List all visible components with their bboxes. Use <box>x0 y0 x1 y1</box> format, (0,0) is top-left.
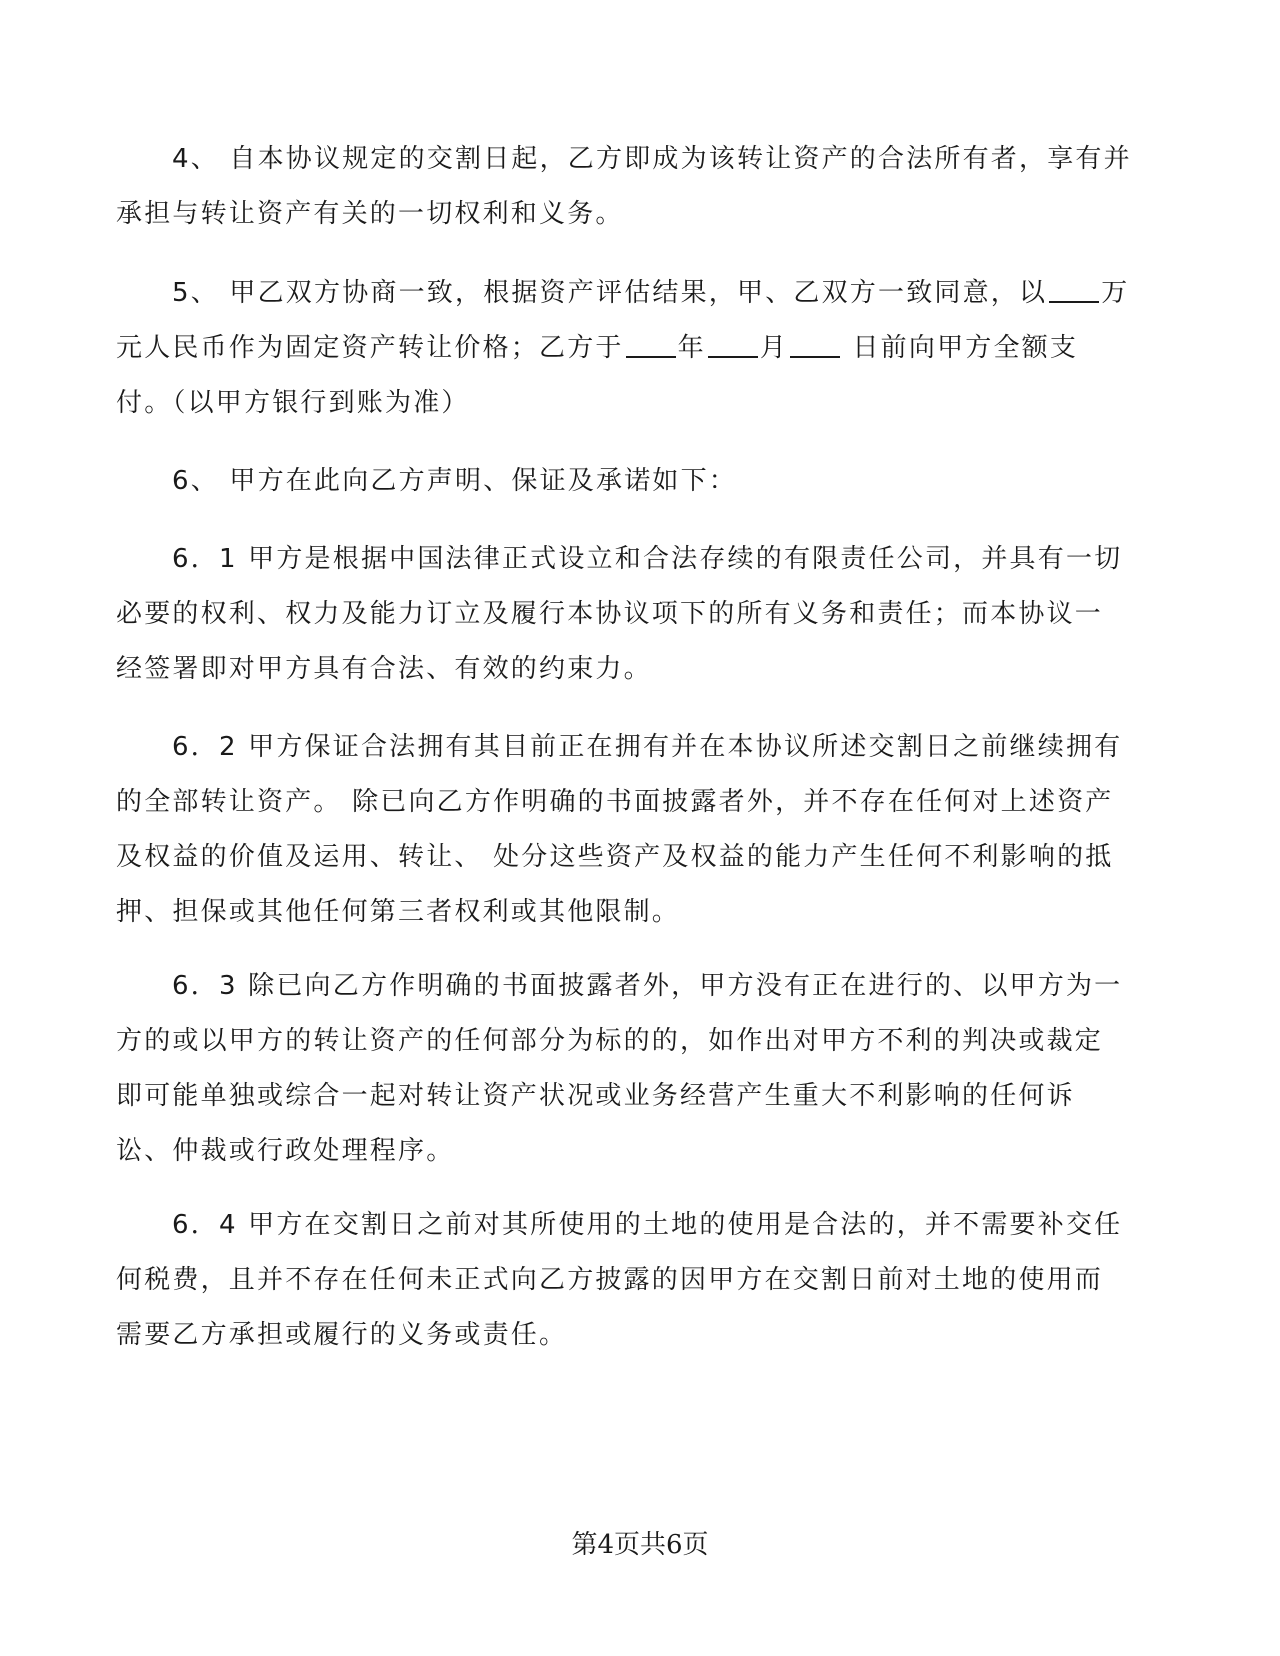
paragraph-4 <box>116 132 1146 242</box>
text-segment: 万 <box>1101 278 1130 308</box>
paragraph-6-2 <box>116 720 1146 940</box>
fill-in-blank <box>1049 275 1099 303</box>
text-segment: 元人民币作为固定资产转让价格；乙方于 <box>116 333 624 363</box>
paragraph-line: 讼、仲裁或行政处理程序。 <box>116 1136 455 1166</box>
paragraph-line <box>116 266 1146 321</box>
paragraph-line: 6．2 甲方保证合法拥有其目前正在拥有并在本协议所述交割日之前继续拥有 <box>172 732 1123 762</box>
text-segment: 日前向甲方全额支 <box>842 333 1079 363</box>
paragraph-line: 押、担保或其他任何第三者权利或其他限制。 <box>116 897 681 927</box>
paragraph-line: 的全部转让资产。 除已向乙方作明确的书面披露者外，并不存在任何对上述资产 <box>116 787 1114 817</box>
paragraph-line: 何税费，且并不存在任何未正式向乙方披露的因甲方在交割日前对土地的使用而 <box>116 1265 1104 1295</box>
paragraph-line: 6、 甲方在此向乙方声明、保证及承诺如下： <box>172 466 738 496</box>
page-number: 第4页共6页 <box>571 1530 709 1560</box>
fill-in-blank <box>708 330 758 358</box>
paragraph-line: 6．4 甲方在交割日之前对其所使用的土地的使用是合法的，并不需要补交任 <box>172 1210 1123 1240</box>
paragraph-line: 付。（以甲方银行到账为准） <box>116 388 470 418</box>
paragraph-6-1 <box>116 532 1146 697</box>
text-segment: 5、 甲乙双方协商一致，根据资产评估结果，甲、乙双方一致同意，以 <box>172 278 1048 308</box>
paragraph-6-4 <box>116 1198 1146 1363</box>
paragraph-line <box>116 321 1146 376</box>
paragraph-line: 6．3 除已向乙方作明确的书面披露者外，甲方没有正在进行的、以甲方为一 <box>172 971 1123 1001</box>
paragraph-line: 即可能单独或综合一起对转让资产状况或业务经营产生重大不利影响的任何诉 <box>116 1081 1075 1111</box>
text-segment: 年 <box>677 333 706 363</box>
paragraph-line: 需要乙方承担或履行的义务或责任。 <box>116 1320 568 1350</box>
fill-in-blank <box>626 330 676 358</box>
text-segment: 月 <box>759 333 789 363</box>
paragraph-6-3 <box>116 959 1146 1179</box>
paragraph-line: 6．1 甲方是根据中国法律正式设立和合法存续的有限责任公司，并具有一切 <box>172 544 1123 574</box>
paragraph-line: 4、 自本协议规定的交割日起，乙方即成为该转让资产的合法所有者，享有并 <box>172 144 1132 174</box>
paragraph-line: 经签署即对甲方具有合法、有效的约束力。 <box>116 654 652 684</box>
paragraph-line: 承担与转让资产有关的一切权利和义务。 <box>116 199 624 229</box>
paragraph-line: 方的或以甲方的转让资产的任何部分为标的的，如作出对甲方不利的判决或裁定 <box>116 1026 1104 1056</box>
paragraph-5 <box>116 266 1146 431</box>
paragraph-6 <box>116 454 1146 509</box>
paragraph-line: 及权益的价值及运用、转让、 处分这些资产及权益的能力产生任何不利影响的抵 <box>116 842 1114 872</box>
paragraph-line: 必要的权利、权力及能力订立及履行本协议项下的所有义务和责任；而本协议一 <box>116 599 1104 629</box>
fill-in-blank <box>790 330 840 358</box>
